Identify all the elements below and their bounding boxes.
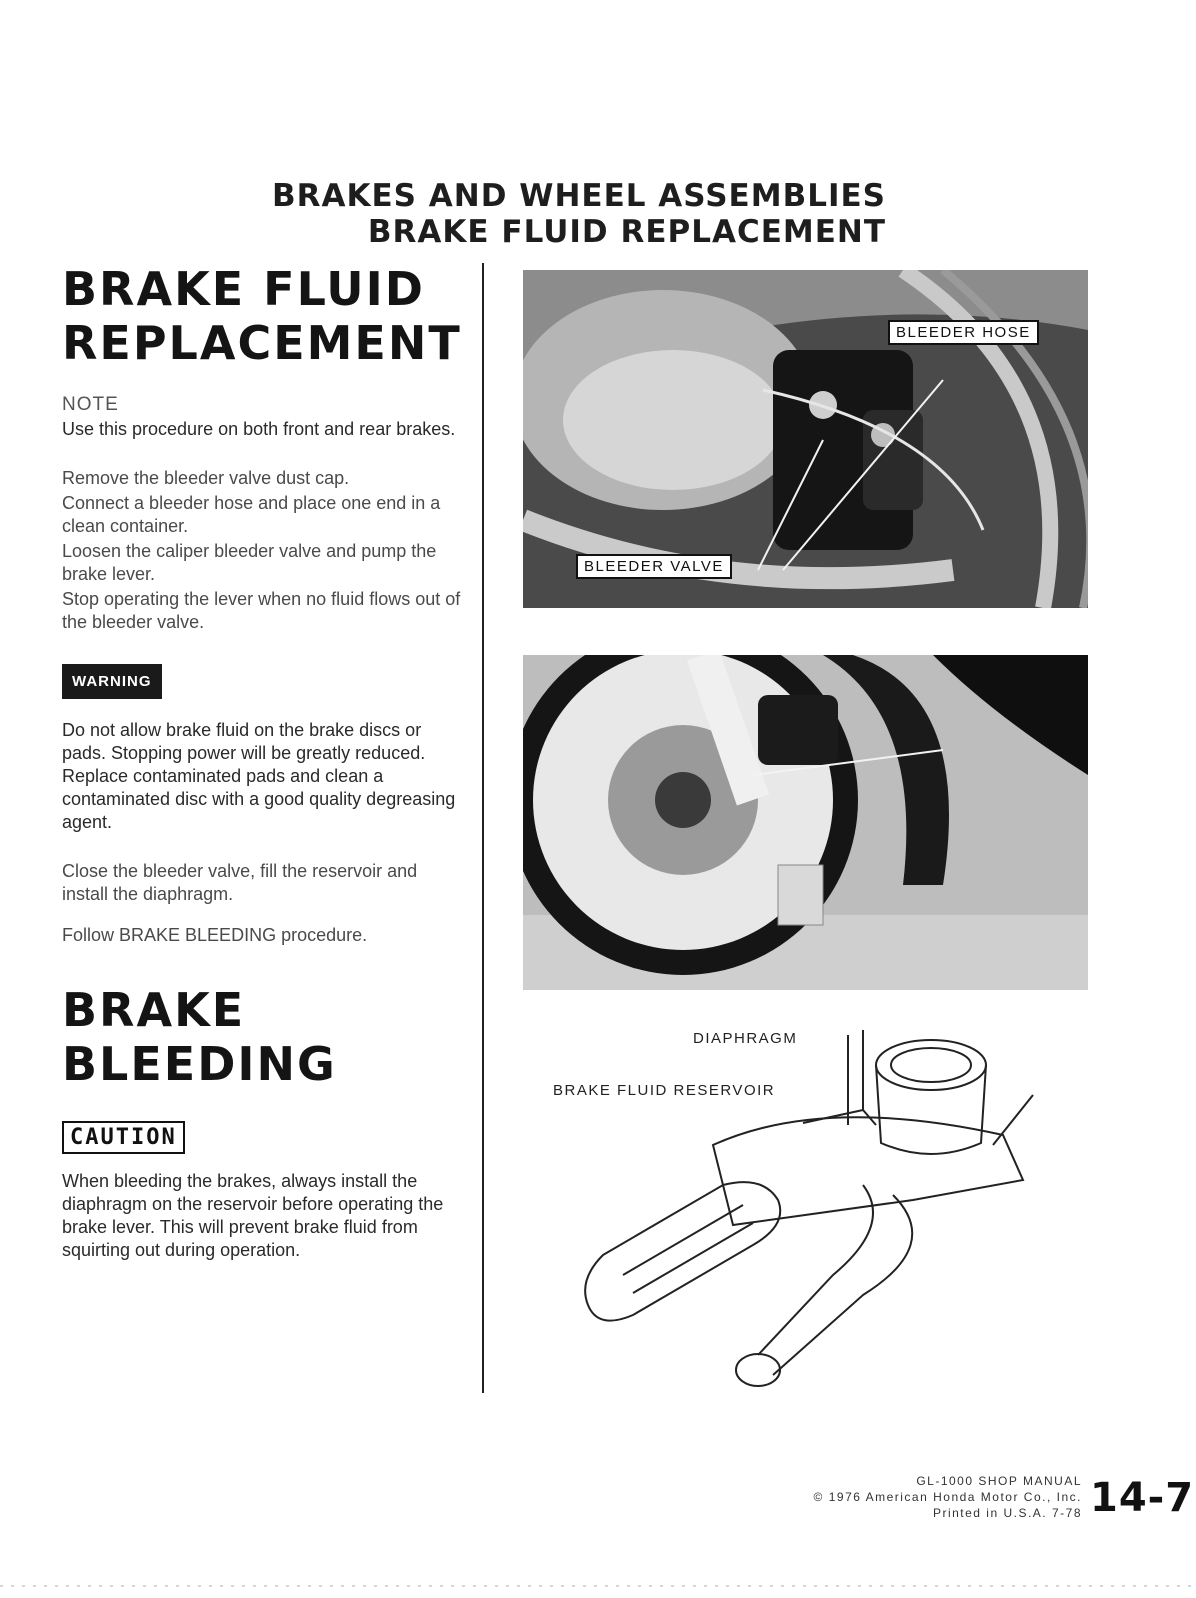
reservoir-label: BRAKE FLUID RESERVOIR bbox=[553, 1082, 776, 1099]
chapter-title: BRAKES AND WHEEL ASSEMBLIES bbox=[271, 178, 886, 214]
heading-line-1: BRAKE FLUID bbox=[62, 262, 425, 316]
follow-procedure-text: Follow BRAKE BLEEDING procedure. bbox=[62, 925, 368, 945]
step-text: Connect a bleeder hose and place one end in a clean container. bbox=[62, 493, 441, 536]
scan-artifact-line bbox=[0, 1585, 1196, 1587]
diaphragm-label: DIAPHRAGM bbox=[693, 1030, 798, 1047]
section-title: BRAKE FLUID REPLACEMENT bbox=[367, 214, 886, 250]
heading-line-2: BLEEDING bbox=[62, 1037, 337, 1091]
procedure-steps bbox=[62, 467, 462, 634]
warning-badge: WARNING bbox=[62, 664, 162, 699]
left-column bbox=[62, 262, 462, 1262]
bleeder-valve-callout: BLEEDER VALVE bbox=[576, 554, 732, 579]
reservoir-drawing bbox=[553, 1025, 1083, 1405]
brake-fluid-replacement-heading bbox=[62, 262, 462, 370]
caution-badge: CAUTION bbox=[62, 1121, 185, 1154]
printed-line: Printed in U.S.A. 7-78 bbox=[932, 1506, 1082, 1520]
caliper-photo bbox=[523, 270, 1088, 608]
heading-line-2: REPLACEMENT bbox=[62, 316, 462, 370]
copyright-line: © 1976 American Honda Motor Co., Inc. bbox=[813, 1490, 1082, 1504]
front-wheel-photo bbox=[523, 655, 1088, 990]
brake-bleeding-heading bbox=[62, 983, 462, 1091]
step-text: Loosen the caliper bleeder valve and pump the brake lever. bbox=[62, 541, 437, 584]
bleeder-hose-callout: BLEEDER HOSE bbox=[888, 320, 1039, 345]
caution-text: When bleeding the brakes, always install the diaphragm on the reservoir before operating the brake lever. This will prevent brake fluid from squirting out during operation. bbox=[62, 1171, 444, 1260]
column-divider bbox=[482, 263, 484, 1393]
front-wheel-photo-image bbox=[523, 655, 1088, 990]
page-header bbox=[272, 178, 886, 250]
step-text: Remove the bleeder valve dust cap. bbox=[62, 468, 350, 488]
note-text: Use this procedure on both front and rear brakes. bbox=[62, 419, 456, 439]
heading-line-1: BRAKE bbox=[62, 983, 246, 1037]
close-valve-text: Close the bleeder valve, fill the reservoir and install the diaphragm. bbox=[62, 861, 418, 904]
manual-title: GL-1000 SHOP MANUAL bbox=[916, 1474, 1082, 1488]
footer bbox=[814, 1473, 1082, 1521]
warning-text: Do not allow brake fluid on the brake discs or pads. Stopping power will be greatly reduced. Replace contaminated pads and clean a contaminated disc with a good quality degreasing agent. bbox=[62, 720, 456, 832]
step-text: Stop operating the lever when no fluid flows out of the bleeder valve. bbox=[62, 589, 461, 632]
page-number: 14-7 bbox=[1090, 1475, 1195, 1521]
note-label: NOTE bbox=[62, 394, 119, 415]
